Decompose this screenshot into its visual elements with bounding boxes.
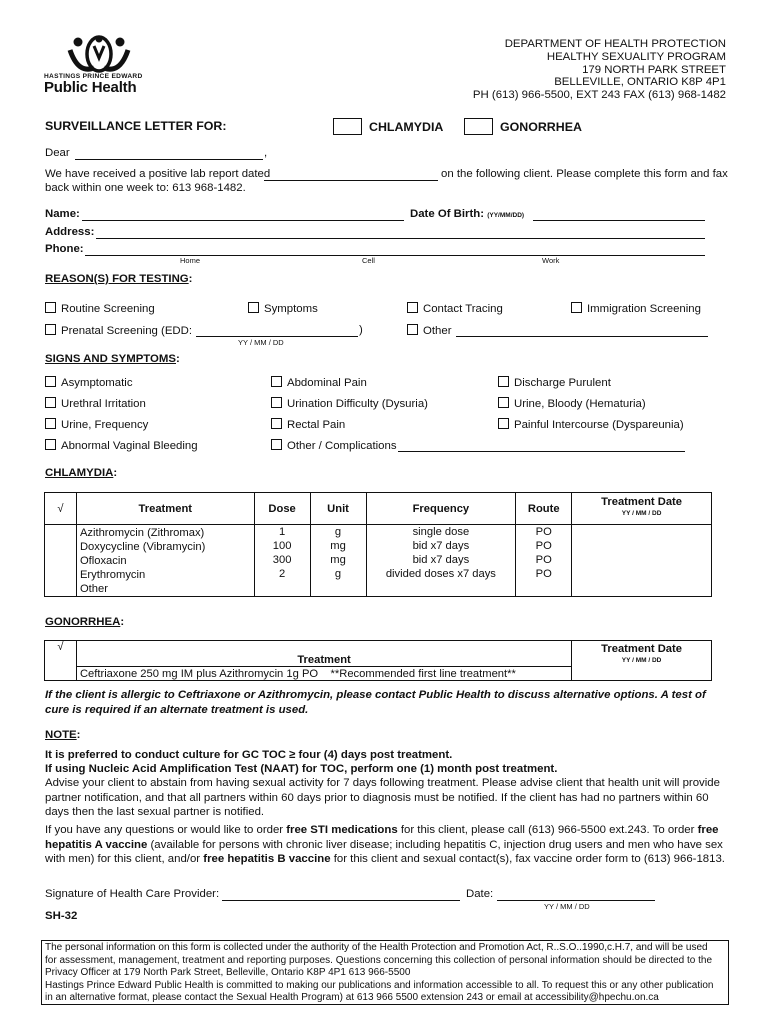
people-logo-icon <box>64 34 134 74</box>
reason-routine-label: Routine Screening <box>61 303 155 315</box>
sign-other-field[interactable] <box>398 451 685 452</box>
gonorrhea-title-colon: : <box>120 616 125 628</box>
reason-other-label: Other <box>423 325 452 337</box>
sign-label: Urination Difficulty (Dysuria) <box>287 398 428 410</box>
reason-other[interactable] <box>407 324 452 337</box>
chlamydia-title <box>45 467 117 479</box>
logo <box>44 34 144 94</box>
sign-item[interactable] <box>45 376 133 389</box>
checkbox[interactable] <box>45 324 56 335</box>
q-part: for this client, please call (613) 966-5500 ext.243. To order <box>397 824 698 836</box>
gc-date-header-text: Treatment Date <box>601 643 682 655</box>
sign-label: Painful Intercourse (Dyspareunia) <box>514 419 684 431</box>
checkbox[interactable] <box>271 397 282 408</box>
sign-label: Urethral Irritation <box>61 398 146 410</box>
sign-item[interactable] <box>271 376 367 389</box>
signature-date-label: Date: <box>466 888 494 900</box>
checkbox[interactable] <box>498 397 509 408</box>
checkbox[interactable] <box>45 439 56 450</box>
chlamydia-table <box>44 492 712 597</box>
frequency-value: bid x7 days <box>412 540 470 552</box>
check-cell[interactable] <box>45 525 77 597</box>
date-header <box>572 493 712 525</box>
intro-a: We have received a positive lab report dated <box>45 168 271 180</box>
sign-label: Urine, Frequency <box>61 419 149 431</box>
gc-treatment-text: Ceftriaxone 250 mg IM plus Azithromycin 1g PO <box>79 667 319 680</box>
reason-immigration[interactable] <box>571 302 701 315</box>
frequency-header: Frequency <box>366 493 516 525</box>
route-cell <box>516 525 572 597</box>
gc-date-header[interactable] <box>572 641 712 681</box>
unit-cell <box>310 525 366 597</box>
reason-prenatal[interactable] <box>45 324 192 337</box>
checkbox[interactable] <box>271 418 282 429</box>
date-header-format: YY / MM / DD <box>621 510 662 517</box>
city-address: BELLEVILLE, ONTARIO K8P 4P1 <box>554 76 726 89</box>
dear-comma: , <box>264 147 268 159</box>
surveillance-title: SURVEILLANCE LETTER FOR: <box>45 119 227 133</box>
date-header-text: Treatment Date <box>601 496 682 508</box>
signature-date-format: YY / MM / DD <box>544 902 590 911</box>
treatment-cell <box>76 525 254 597</box>
dose-header: Dose <box>254 493 310 525</box>
signs-title <box>45 353 180 365</box>
gonorrhea-option[interactable] <box>464 118 582 135</box>
q-part: If you have any questions or would like to order <box>45 824 287 836</box>
checkbox[interactable] <box>271 439 282 450</box>
intro-b: on the following client. Please complete this form and fax <box>441 168 728 180</box>
reason-immigration-label: Immigration Screening <box>587 303 701 315</box>
checkbox[interactable] <box>571 302 582 313</box>
checkbox[interactable] <box>407 324 418 335</box>
dose-value: 1 <box>278 526 286 538</box>
name-label: Name: <box>45 208 80 220</box>
signature-date-field[interactable] <box>497 900 655 901</box>
treatment-header: Treatment <box>76 493 254 525</box>
note-title <box>45 729 80 741</box>
route-value: PO <box>535 554 552 566</box>
checkbox[interactable] <box>45 397 56 408</box>
edd-close: ) <box>359 324 363 336</box>
frequency-value: single dose <box>412 526 470 538</box>
sign-label: Abdominal Pain <box>287 377 367 389</box>
dob-label-text: Date Of Birth: <box>410 208 485 220</box>
phone-fax: PH (613) 966-5500, EXT 243 FAX (613) 968-1482 <box>472 89 726 102</box>
signature-field[interactable] <box>222 900 460 901</box>
check-header: √ <box>45 641 77 681</box>
intro-c: back within one week to: 613 968-1482. <box>45 182 246 194</box>
gc-treatment-note: **Recommended first line treatment** <box>330 667 516 680</box>
dose-value: 2 <box>278 568 286 580</box>
dose-cell <box>254 525 310 597</box>
gonorrhea-title <box>45 616 124 628</box>
sign-item[interactable] <box>271 397 428 410</box>
dob-format: (YY/MM/DD) <box>487 212 525 219</box>
allergy-text <box>45 688 725 717</box>
gonorrhea-option-label: GONORRHEA <box>500 120 582 134</box>
checkbox[interactable] <box>271 376 282 387</box>
sign-item[interactable] <box>45 418 148 431</box>
treatment-name: Ofloxacin <box>79 554 127 567</box>
dose-value: 100 <box>272 540 292 552</box>
checkbox[interactable] <box>45 376 56 387</box>
checkbox[interactable] <box>45 418 56 429</box>
reasons-title-colon: : <box>188 273 193 285</box>
sign-item[interactable] <box>271 439 397 452</box>
signs-title-text: SIGNS AND SYMPTOMS <box>45 353 177 365</box>
unit-header: Unit <box>310 493 366 525</box>
form-id: SH-32 <box>45 910 78 922</box>
gc-treatment-header: Treatment <box>76 641 571 667</box>
dear-field[interactable] <box>75 159 263 160</box>
signs-title-colon: : <box>176 353 180 365</box>
q-part: for this client and sexual contact(s), fax vaccine order form to (613) 966-1813. <box>330 853 725 865</box>
treatment-name: Other <box>79 582 108 595</box>
chlamydia-option[interactable] <box>333 118 443 135</box>
sign-label: Asymptomatic <box>61 377 133 389</box>
gc-treatment-row <box>76 667 571 681</box>
q-part: (available for persons with chronic liver disease; including hepatitis C, injection drug users and men who have sex with men) for this client, and/or <box>45 838 723 865</box>
note-bold-1: It is preferred to conduct culture for GC TOC ≥ four (4) days post treatment. <box>45 749 453 761</box>
sign-label: Other / Complications <box>287 440 397 452</box>
route-value: PO <box>535 526 552 538</box>
chlamydia-title-text: CHLAMYDIA <box>45 467 114 479</box>
footer-line: Hastings Prince Edward Public Health is committed to making our publications and information accessible to all. To request this or any other publication <box>45 979 714 991</box>
reasons-title-text: REASON(S) FOR TESTING <box>45 273 189 285</box>
address-label: Address: <box>45 226 95 238</box>
unit-value: mg <box>330 554 346 566</box>
note-title-colon: : <box>76 729 81 741</box>
sign-label: Discharge Purulent <box>514 377 611 389</box>
sign-item[interactable] <box>498 418 684 431</box>
chlamydia-option-label: CHLAMYDIA <box>369 120 444 134</box>
treatment-date-cell[interactable] <box>572 525 712 597</box>
q-bold: free hepatitis A vaccine <box>45 824 719 851</box>
dose-value: 300 <box>272 554 292 566</box>
chlamydia-checkbox[interactable] <box>333 118 362 135</box>
signature-label: Signature of Health Care Provider: <box>45 888 220 900</box>
dear-label: Dear <box>45 147 70 159</box>
chlamydia-title-colon: : <box>113 467 118 479</box>
sign-item[interactable] <box>45 397 146 410</box>
footer-line: in an alternative format, please contact the Sexual Health Program) at 613 966 5500 extension 243 or email at accessibility@hpechu.on.ca <box>45 992 659 1004</box>
footer-line: Privacy Officer at 179 North Park Street, Belleville, Ontario K8P 4P1 613 966-5500 <box>45 967 411 979</box>
footer-line: for assessment, management, treatment and reporting purposes. Questions concerning this collection of personal information should be directed to the <box>45 954 713 966</box>
reason-routine[interactable] <box>45 302 155 315</box>
dept-name: DEPARTMENT OF HEALTH PROTECTION <box>504 38 726 50</box>
gonorrhea-title-text: GONORRHEA <box>45 616 121 628</box>
frequency-cell <box>366 525 516 597</box>
privacy-footer <box>41 940 729 1005</box>
treatment-name: Azithromycin (Zithromax) <box>79 526 205 539</box>
route-value: PO <box>535 568 552 580</box>
treatment-name: Doxycycline (Vibramycin) <box>79 540 206 553</box>
phone-work-label: Work <box>542 256 560 265</box>
sign-label: Abnormal Vaginal Bleeding <box>61 440 198 452</box>
route-header: Route <box>516 493 572 525</box>
reason-other-field[interactable] <box>456 336 708 337</box>
allergy-line: cure is required if an alternate treatment is used. <box>45 703 309 716</box>
lab-date-field[interactable] <box>264 180 438 181</box>
name-field[interactable] <box>82 220 404 221</box>
checkbox[interactable] <box>407 302 418 313</box>
q-bold: free STI medications <box>286 824 398 836</box>
checkbox[interactable] <box>248 302 259 313</box>
sign-item[interactable] <box>498 376 611 389</box>
treatment-name: Erythromycin <box>79 568 146 581</box>
edd-field[interactable] <box>196 336 358 337</box>
check-header: √ <box>45 493 77 525</box>
reason-symptoms[interactable] <box>248 302 318 315</box>
sign-item[interactable] <box>498 397 646 410</box>
reason-symptoms-label: Symptoms <box>264 303 318 315</box>
note-title-text: NOTE <box>45 729 77 741</box>
unit-value: g <box>334 568 342 580</box>
phone-home-label: Home <box>180 256 201 265</box>
address-field[interactable] <box>96 238 705 239</box>
frequency-value: divided doses x7 days <box>385 568 496 580</box>
logo-name: Public Health <box>44 79 137 96</box>
allergy-line: If the client is allergic to Ceftriaxone or Azithromycin, please contact Public Health to discuss alternative options. A test of <box>45 689 706 701</box>
q-bold: free hepatitis B vaccine <box>203 853 331 865</box>
sign-item[interactable] <box>45 439 198 452</box>
street-address: 179 NORTH PARK STREET <box>582 63 726 76</box>
reason-contact-label: Contact Tracing <box>423 303 503 315</box>
checkbox[interactable] <box>498 418 509 429</box>
unit-value: g <box>334 526 342 538</box>
sign-label: Urine, Bloody (Hematuria) <box>514 398 646 410</box>
phone-field[interactable] <box>85 255 705 256</box>
unit-value: mg <box>330 540 346 552</box>
note-questions <box>45 823 725 867</box>
checkbox[interactable] <box>45 302 56 313</box>
reason-prenatal-label: Prenatal Screening (EDD: <box>61 325 193 337</box>
phone-cell-label: Cell <box>362 256 375 265</box>
frequency-value: bid x7 days <box>412 554 470 566</box>
checkbox[interactable] <box>498 376 509 387</box>
gonorrhea-table <box>44 640 712 681</box>
edd-format: YY / MM / DD <box>238 338 284 347</box>
dob-field[interactable] <box>533 220 705 221</box>
reasons-title <box>45 273 192 285</box>
logo-org-line: HASTINGS PRINCE EDWARD <box>44 73 143 80</box>
program-name: HEALTHY SEXUALITY PROGRAM <box>546 50 726 63</box>
sign-label: Rectal Pain <box>287 419 346 431</box>
footer-line: The personal information on this form is collected under the authority of the Health Protection and Promotion Act, R..S.O..1990,c.H.7, and will be used <box>45 942 708 953</box>
sign-item[interactable] <box>271 418 345 431</box>
route-value: PO <box>535 540 552 552</box>
header-address <box>473 38 726 102</box>
note-bold-2: If using Nucleic Acid Amplification Test (NAAT) for TOC, perform one (1) month post treatment. <box>45 763 558 775</box>
reason-contact[interactable] <box>407 302 503 315</box>
gonorrhea-checkbox[interactable] <box>464 118 493 135</box>
gc-date-header-format: YY / MM / DD <box>621 657 662 664</box>
phone-label: Phone: <box>45 243 84 255</box>
dob-label <box>410 208 524 220</box>
note-advise: Advise your client to abstain from having sexual activity for 7 days following treatment. Please advise client that health unit will provide partner notification, and that all partners within 60 days prior to diagnosis must be notified. If the client has had no partners within 60 days then the last sexual partner is notified. <box>45 777 720 818</box>
